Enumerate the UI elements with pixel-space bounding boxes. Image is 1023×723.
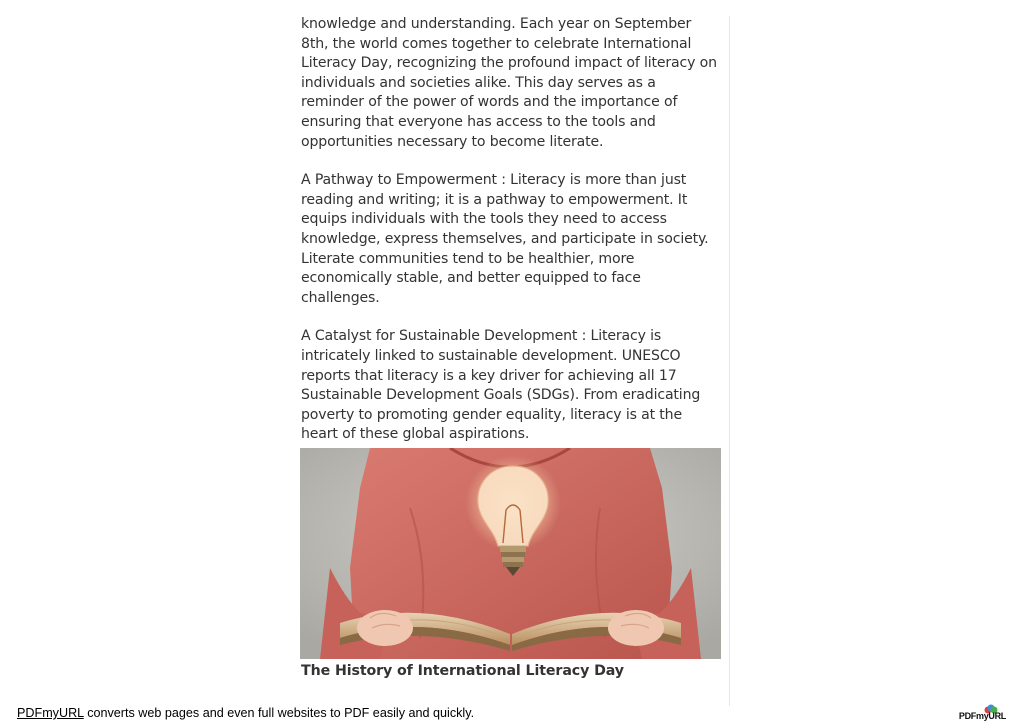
footer-message: converts web pages and even full websites to PDF easily and quickly. [83, 706, 475, 720]
paragraph-sustainable-development: A Catalyst for Sustainable Development : Literacy is intricately linked to sustainable development. UNESCO reports that literacy is a key driver for achieving all 17 Sustainable Development Goals (SDGs). From eradicating poverty to promoting gender equality, literacy is at the heart of these global aspirations. [301, 328, 701, 443]
article-image [300, 448, 721, 659]
footer-banner [17, 706, 474, 720]
paragraph-intro: knowledge and understanding. Each year on September 8th, the world comes together to celebrate International Literacy Day, recognizing the profound impact of literacy on individuals and societies alike. This day serves as a reminder of the power of words and the importance of ensuring that everyone has access to the tools and opportunities necessary to become literate. [301, 16, 717, 150]
pdfmyurl-logo-text[interactable]: PDFmyURL [958, 711, 1006, 721]
column-divider [729, 16, 730, 706]
article-body [301, 15, 721, 464]
pdfmyurl-link[interactable]: PDFmyURL [17, 706, 84, 720]
paragraph-empowerment: A Pathway to Empowerment : Literacy is more than just reading and writing; it is a pathway to empowerment. It equips individuals with the tools they need to access knowledge, express themselves, and participate in society. Literate communities tend to be healthier, more economically stable, and better equipped to face challenges. [301, 172, 709, 306]
person-holding-book-lightbulb-illustration [300, 448, 721, 659]
figure-caption: The History of International Literacy Day [301, 663, 624, 679]
